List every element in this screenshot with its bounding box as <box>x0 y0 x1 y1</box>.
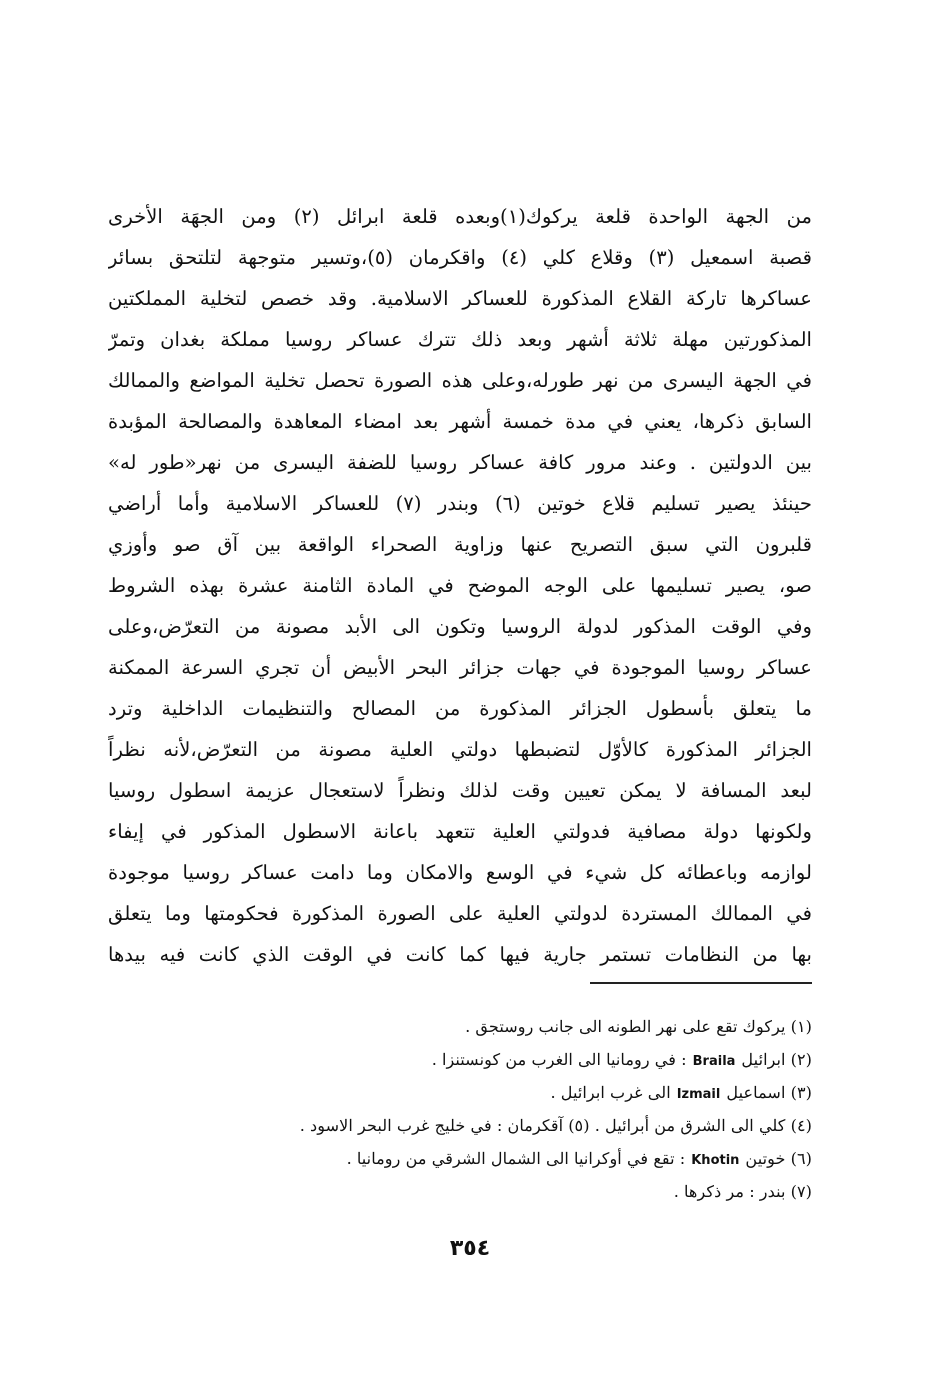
page-number: ٣٥٤ <box>449 1236 491 1261</box>
footnote <box>150 1109 812 1142</box>
text-line: حينئذ يصير تسليم قلاع خوتين (٦) وبندر (٧) للعساكر الاسلامية وأما أراضي <box>108 492 812 515</box>
footnote-text: (٧) بندر : مر ذكرها . <box>673 1182 812 1201</box>
main-text-block <box>108 196 812 975</box>
footnote <box>150 1142 812 1175</box>
text-line: من الجهة الواحدة قلعة يركوك(١)وبعده قلعة ابرائل (٢) ومن الجهَة الأخرى <box>108 205 812 228</box>
footnote <box>150 1175 812 1208</box>
footnote-text-continued: الى غرب ابرائيل . <box>550 1083 671 1102</box>
text-line: قصبة اسمعيل (٣) وقلاع كلي (٤) واقكرمان (٥)،وتسير متوجهة لتلتحق بسائر <box>108 246 812 269</box>
text-line: بها من النظامات تستمر جارية فيها كما كانت في الوقت الذي كانت فيه بيدها <box>108 943 812 966</box>
footnote <box>150 1076 812 1109</box>
footnote-text: (٣) اسماعيل <box>726 1083 812 1102</box>
footnote <box>150 1010 812 1043</box>
text-line: صو، يصير تسليمها على الوجه الموضح في المادة الثامنة عشرة بهذه الشروط <box>108 574 812 597</box>
footnote-latin-name: Braila <box>692 1054 736 1069</box>
text-line: المذكورتين مهلة ثلاثة أشهر وبعد ذلك تترك عساكر روسيا مملكة بغدان وتمرّ <box>108 328 812 351</box>
footnote-text: (٦) خوتين <box>745 1149 812 1168</box>
text-line: السابق ذكرها، يعني في مدة خمسة أشهر بعد امضاء المعاهدة والمصالحة المؤبدة <box>108 410 812 433</box>
text-line: عساكر روسيا الموجودة في جهات جزائر البحر الأبيض أن تجري السرعة الممكنة <box>108 656 812 679</box>
text-line: ما يتعلق بأسطول الجزائر المذكورة من المصالح والتنظيمات الداخلية وترد <box>108 697 812 720</box>
footnote-text: (١) يركوك تقع على نهر الطونه الى جانب روستجق . <box>465 1017 812 1036</box>
footnote-text-continued: : في رومانيا الى الغرب من كونستنزا . <box>431 1050 687 1069</box>
footnote-separator <box>590 982 812 984</box>
text-line: في الجهة اليسرى من نهر طورله،وعلى هذه الصورة تحصل تخلية المواضع والممالك <box>108 369 812 392</box>
footnotes-block <box>150 1010 812 1208</box>
text-line: وفي الوقت المذكور لدولة الروسيا وتكون الى الأبد مصونة من التعرّض،وعلى <box>108 615 812 638</box>
text-line: عساكرها تاركة القلاع المذكورة للعساكر الاسلامية. وقد خصص لتخلية المملكتين <box>108 287 812 310</box>
text-line: ولكونها دولة مصافية فدولتي العلية تتعهد باعانة الاسطول المذكور في إيفاء <box>108 820 812 843</box>
text-line: الجزائر المذكورة كالأوّل لتضبطها دولتي العلية مصونة من التعرّض،لأنه نظراً <box>108 738 812 761</box>
footnote-text: (٢) ابرائيل <box>741 1050 812 1069</box>
text-line: بين الدولتين . وعند مرور كافة عساكر روسيا للضفة اليسرى من نهر«طور له» <box>108 451 812 474</box>
text-line: قلبرون التي سبق التصريح عنها وزاوية الصحراء الواقعة بين آق صو وأوزي <box>108 533 812 556</box>
footnote-latin-name: Khotin <box>691 1153 740 1168</box>
footnote-text-continued: : تقع في أوكرانيا الى الشمال الشرقي من رومانيا . <box>346 1149 686 1168</box>
text-line: في الممالك المستردة لدولتي العلية على الصورة المذكورة فحكومتها وما يتعلق <box>108 902 812 925</box>
footnote <box>150 1043 812 1076</box>
text-line: لبعد المسافة لا يمكن تعيين وقت لذلك ونظراً لاستعجال عزيمة اسطول روسيا <box>108 779 812 802</box>
text-line: لوازمه وباعطائه كل شيء في الوسع والامكان وما دامت عساكر روسيا موجودة <box>108 861 812 884</box>
footnote-latin-name: Izmail <box>676 1087 721 1102</box>
footnote-text: (٤) كلي الى الشرق من أبرائيل . (٥) آقكرمان : في خليج غرب البحر الاسود . <box>299 1116 812 1135</box>
